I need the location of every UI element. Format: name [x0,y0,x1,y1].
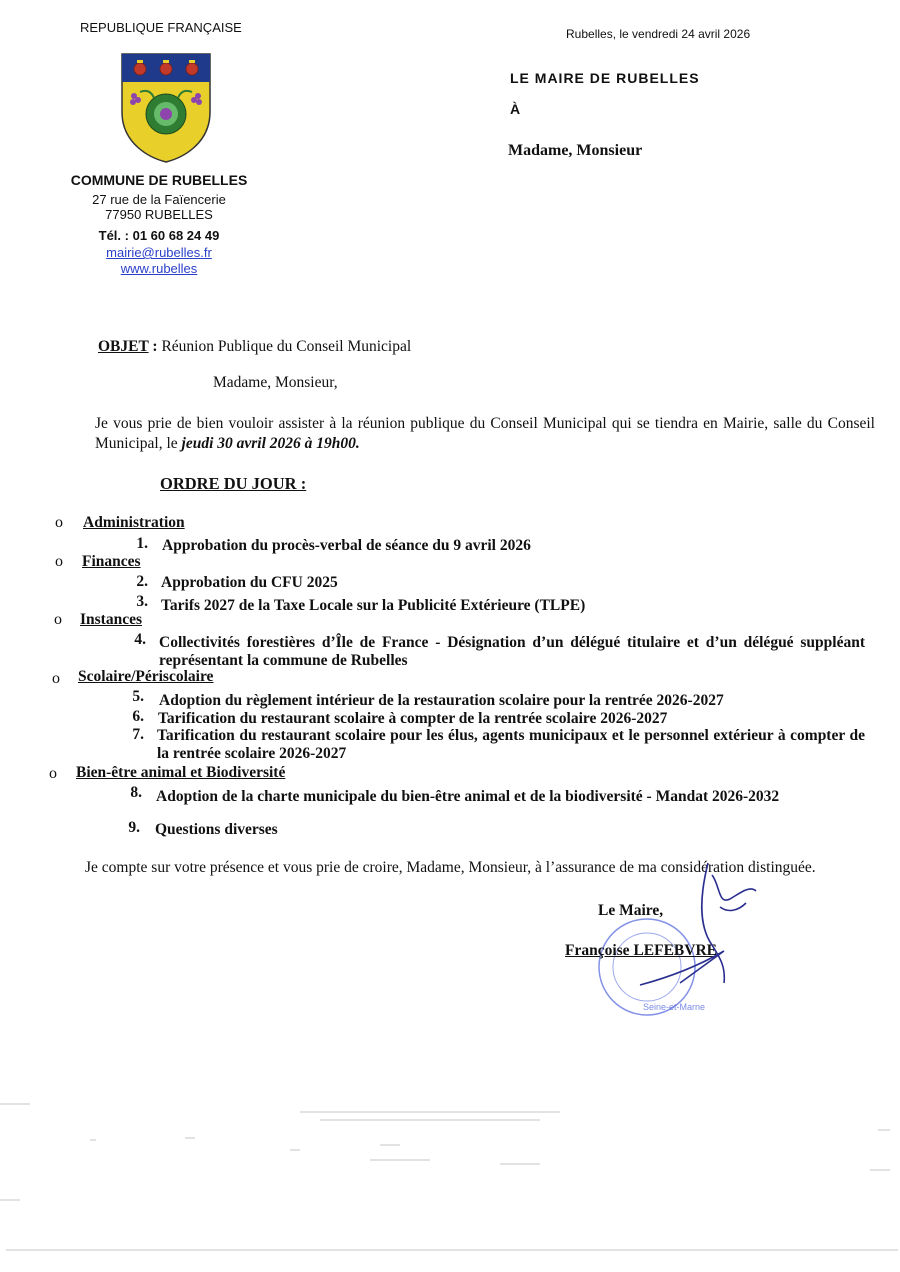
item-number: 9. [128,819,140,836]
address-line-1: 27 rue de la Faïencerie [92,192,226,207]
item-number: 5. [132,688,144,705]
bullet-icon: o [55,514,63,531]
email-link[interactable]: mairie@rubelles.fr [106,245,212,260]
subject-line [98,338,411,356]
sender-title: LE MAIRE DE RUBELLES [510,70,700,86]
item-number: 8. [130,784,142,801]
address-line-2: 77950 RUBELLES [105,207,213,222]
item-number: 4. [134,631,146,648]
section-administration: Administration [83,514,185,531]
section-instances: Instances [80,611,143,628]
subject-separator: : [148,338,162,355]
to-label: À [510,101,521,117]
subject-label: OBJET [98,338,149,355]
agenda-item: Questions diverses [155,821,278,838]
scan-noise [0,1090,900,1272]
bullet-icon: o [49,765,57,782]
handwritten-signature-icon [600,855,760,995]
commune-name: COMMUNE DE RUBELLES [70,172,248,188]
section-finances: Finances [82,553,141,570]
agenda-item: Tarifs 2027 de la Taxe Locale sur la Publicité Extérieure (TLPE) [161,597,586,614]
agenda-item: Tarification du restaurant scolaire à compter de la rentrée scolaire 2026-2027 [158,710,668,727]
greeting: Madame, Monsieur, [213,374,338,391]
item-number: 6. [132,708,144,725]
agenda-item: Adoption de la charte municipale du bien-être animal et de la biodiversité - Mandat 2026-2032 [156,788,780,805]
agenda-item: Adoption du règlement intérieur de la restauration scolaire pour la rentrée 2026-2027 [159,692,724,709]
bullet-icon: o [52,670,60,687]
closing-paragraph: Je compte sur votre présence et vous prie de croire, Madame, Monsieur, à l’assurance de ma considération distinguée. [85,859,816,876]
invitation-paragraph [95,414,875,454]
website-link[interactable]: www.rubelles [120,261,198,276]
agenda-item: Tarification du restaurant scolaire pour les élus, agents municipaux et le personnel extérieur à compter de la rentrée scolaire 2026-2027 [157,727,865,762]
date-line: Rubelles, le vendredi 24 avril 2026 [566,27,751,41]
signature-title: Le Maire, [598,902,664,919]
recipient: Madame, Monsieur [508,142,643,159]
agenda-title: ORDRE DU JOUR : [160,474,307,493]
agenda-item: Approbation du CFU 2025 [161,574,338,591]
invitation-text: Je vous prie de bien vouloir assister à la réunion publique du Conseil Municipal qui se tiendra en Mairie, salle du Conseil Municipal, le [95,415,875,452]
signatory-name: Françoise LEFEBVRE [565,942,717,959]
meeting-date: jeudi 30 avril 2026 à 19h00. [181,435,360,452]
subject-text: Réunion Publique du Conseil Municipal [161,338,412,355]
item-number: 7. [132,726,144,743]
commune-crest-icon [120,52,212,164]
republic-label: REPUBLIQUE FRANÇAISE [80,20,242,35]
item-number: 3. [136,593,148,610]
agenda-item: Collectivités forestières d’Île de France - Désignation d’un délégué titulaire et d’un délégué suppléant représentant la commune de Rubelles [159,634,865,669]
item-number: 1. [136,535,148,552]
phone-number: Tél. : 01 60 68 24 49 [98,228,220,243]
bullet-icon: o [55,553,63,570]
bullet-icon: o [54,611,62,628]
item-number: 2. [136,573,148,590]
agenda-item: Approbation du procès-verbal de séance du 9 avril 2026 [162,537,531,554]
stamp-text: Seine-et-Marne [643,1002,705,1012]
section-bien-etre: Bien-être animal et Biodiversité [76,764,286,781]
section-scolaire: Scolaire/Périscolaire [78,668,214,685]
